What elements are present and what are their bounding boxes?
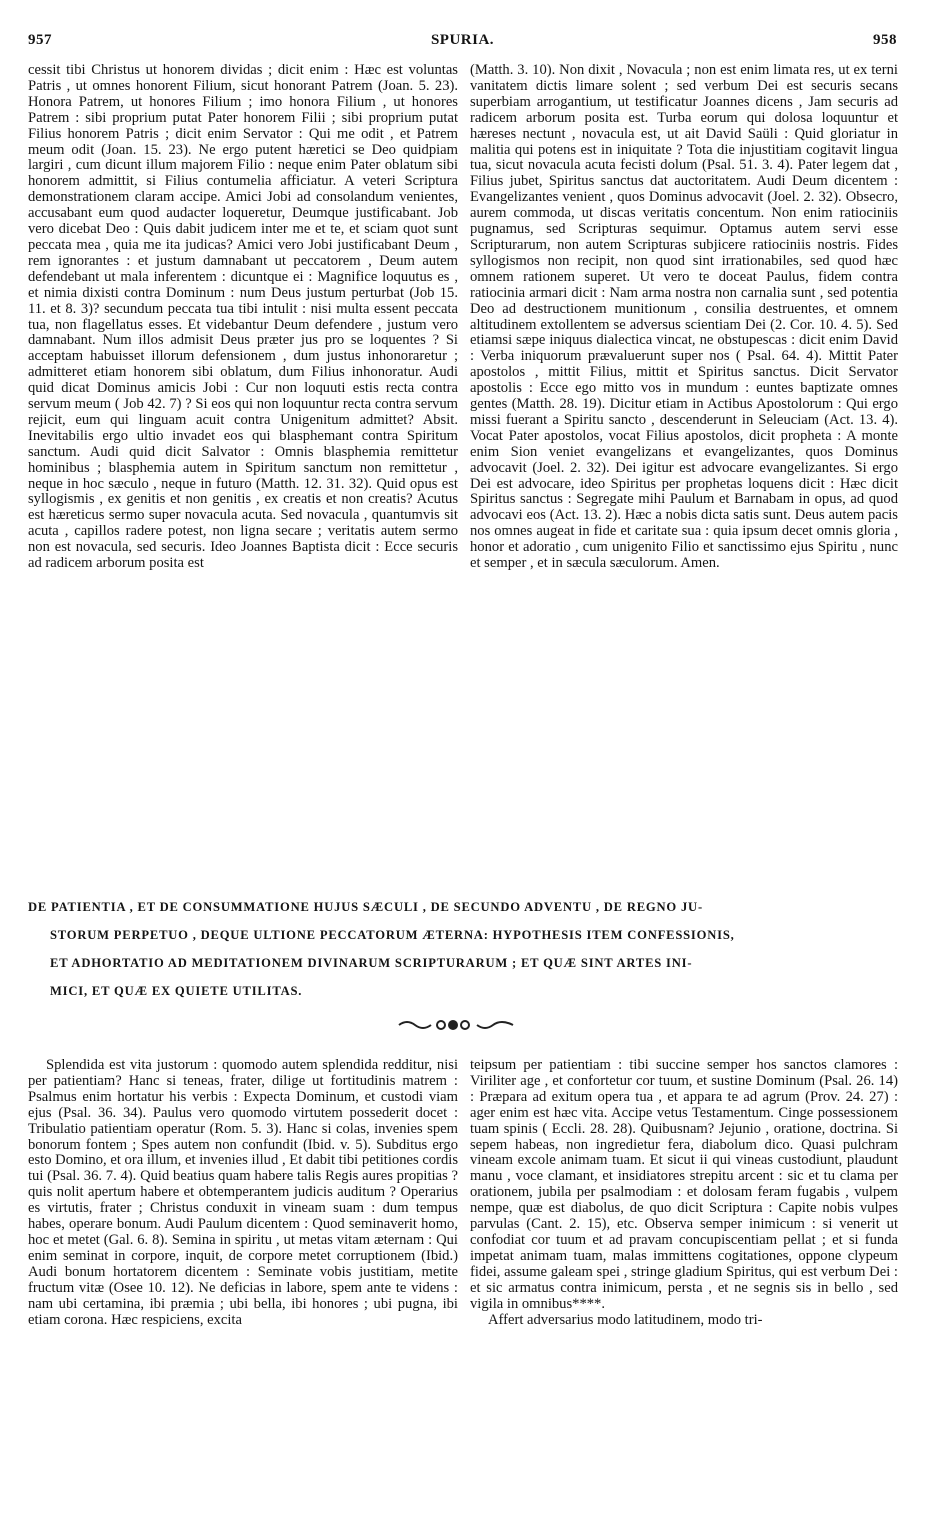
bottom-left-paragraph: Splendida est vita justorum : quomodo autem splendida redditur, nisi per patientiam? Hanc si teneas, frater, dilige ut fortitudinis matrem : Psalmus enim hortatur his verbis : Expecta Dominum, et custodi viam ejus (Psal. 36. 34). Paulus vero quomodo virtutem possederit docet : Tribulatio patientiam operatur (Rom. 5. 3). Hanc si colas, invenies spem bonorum fontem ; Spes autem non confundit (Ibid. v. 5). Subditus ergo esto Domino, et ora illum, et invenies illud , Et dabit tibi petitiones cordis tui (Psal. 36. 7. 4). Quid beatius quam habere talis Regis aures propitias ? quis nolit apertum habere et obtemperantem judicis auditum ? Operarius es virtutis, frater ; Christus conduxit in vineam suam : dum tempus habes, operare bonum. Audi Paulum dicentem : Quod seminaverit homo, hoc et metet (Gal. 6. 8). Semina in spiritu , ut metas vitam æternam : Qui enim seminat in corpore, inquit, de corpore metet corruptionem (Ibid.) Audi bonum hortatorem dicentem : Seminate vobis justitiam, metite fructum vitæ (Osee 10. 12). Ne deficias in labore, spem ante te videns : nam ubi certamina, ibi præmia ; ubi bella, ibi honores ; ubi pugna, ibi etiam corona. Hæc respiciens, excita	[28, 1058, 458, 1328]
bottom-right-paragraph-2: Affert adversarius modo latitudinem, modo tri-	[488, 1311, 763, 1328]
top-left-column	[28, 63, 458, 873]
top-right-column	[470, 63, 898, 873]
running-title: SPURIA.	[430, 32, 495, 48]
bottom-right-paragraph: teipsum per patientiam : tibi succine semper hos sanctos clamores : Viriliter age , et confortetur cor tuum, et sustine Dominum (Psal. 26. 14) : Præpara ad exitum opera tua , et appara te ad agrum (Prov. 24. 27) : ager enim est hæc vita. Accipe vetus Testamentum. Cinge possessionem tuam spinis ( Eccli. 28. 28). Quibusnam? Jejunio , oratione, doctrina. Si sepem habeas, non ingredietur fera, diabolum dico. Quasi pulchram vineam excole animam tuam. Et sicut ii qui vineas custodiunt, plaudunt manu , voce clamant, et insidiatores strepitu arcent : sic et tu clama per orationem, jubila per psalmodiam : et dolosam feram fugabis , vulpem nempe, quæ est diabolus, de quo dicit Scriptura : Capite nobis vulpes parvulas (Cant. 2. 15), etc. Observa semper inimicum : si venerit ut confodiat cor tuum et ad pravam concupiscentiam pellat ; et si funda impetat animam tuam, malas immittens cogitationes, oppone clypeum fidei, assume galeam spei , stringe gladium Spiritus, qui est verbum Dei : et sic armatus contra inimicum, persta , et ne segnis sis in bello , sed vigila in omnibus****.	[470, 1058, 898, 1312]
bottom-left-column	[28, 1058, 458, 1528]
section-title-line-3: ET ADHORTATIO AD MEDITATIONEM DIVINARUM SCRIPTURARUM ; ET QUÆ SINT ARTES INI-	[50, 956, 693, 970]
section-title-line-1: DE PATIENTIA , ET DE CONSUMMATIONE HUJUS SÆCULI , DE SECUNDO ADVENTU , DE REGNO JU-	[28, 900, 703, 914]
top-left-paragraph: cessit tibi Christus ut honorem dividas ; dicit enim : Hæc est voluntas Patris , ut omnes honorent Filium, sicut honorant Patrem (Joan. 5. 23). Honora Patrem, ut honores Filium ; imo honora Filium , ut honores Patrem : sibi proprium putat Pater honorem Filii ; sibi proprium putat Filius honorem Patris ; dicit enim Servator : Qui me odit , et Patrem meum odit (Joan. 15. 23). Ne ergo putent hæretici se Deo quidpiam largiri , cum dicunt illum majorem Filio : neque enim Pater oblatum sibi honorem admittit, si Filius contumelia afficiatur. A veteri Scriptura demonstrationem claram accipe. Amici Jobi ad consolandum venientes, accusabant eum quod audacter loqueretur, Deumque justificabant. Job vero dicebat Deo : Quis dabit judicem inter me et te, et sciam quot sunt peccata mea , quia me ita judicas? Amici vero Jobi justificabant Deum , rem ignorantes : et justum damnabant ut peccatorem , Deum autem defendebant ut mala inferentem : dicuntque ei : Magnifice loquutus es , et nimia dixisti contra Dominum : num Deus justum perturbat (Job 15. 11. et 8. 3)? secundum peccata tua tibi intulit : nisi multa essent peccata tua, non flagellatus esses. Et videbantur Deum defendere , justum vero damnabant. Num illos admisit Deus præter jus pro se loquentes ? Si acceptam habuisset illorum defensionem , dum justus inhonoraretur ; admitteret etiam honorem sibi oblatum, dum Filius inhonoratur. Audi quid dicat Dominus amicis Jobi : Cur non loquuti estis recta contra servum meum ( Job 42. 7) ? Si eos qui non loquuntur recta contra servum rejicit, eum qui linguam acuit contra Unigenitum admittet? Absit. Inevitabilis ergo ultio invadet eos qui blasphemant contra Spiritum sanctum. Audi quid dicit Salvator : Omnis blasphemia remittetur hominibus ; blasphemia autem in Spiritum sanctum non remittetur , neque in hoc sæculo , neque in futuro (Matth. 12. 31. 32). Quid opus est syllogismis , ex genitis et non genitis , ex creatis et non creatis? Acutus est hæreticus sermo super novacula acuta. Sed novacula , quantumvis sit acuta , capillos radere potest, non ligna secare ; veritatis autem sermo non est novacula, sed securis. Ideo Joannes Baptista dicit : Ecce securis ad radicem arborum posita est	[28, 63, 458, 572]
page-number-right: 958	[873, 32, 897, 48]
page-number-left: 957	[28, 32, 52, 48]
running-head	[28, 32, 897, 54]
bottom-right-column	[470, 1058, 898, 1528]
top-right-paragraph: (Matth. 3. 10). Non dixit , Novacula ; non est enim limata res, ut ex terni vanitatem dictis limare solent ; sed verbum Dei est securis secans superbiam arrogantium, ut testificatur Joannes dicens , Jam securis ad radicem arborum posita est. Turba eorum qui dolosa loquuntur et hæreses nectunt , novacula est, ut ait David Saüli : Quid gloriatur in malitia qui potens est in iniquitate ? Tota die injustitiam cogitavit lingua tua, sicut novacula acuta fecisti dolum (Psal. 51. 3. 4). Pater legem dat , Filius jubet, Spiritus sanctus dat auctoritatem. Audi Deum dicentem : Evangelizantes venient , quos Dominus advocavit (Joel. 2. 32). Obsecro, aurem commoda, ut discas veritatis concentum. Non enim ratiociniis pugnamus, sed Scripturas sequimur. Optamus autem servi esse Scripturarum, non autem Scripturas subjicere ratiociniis nostris. Fides syllogismos non recipit, non quod sint irrationabiles, sed quod hæc omnem rationem superet. Ut vero te doceat Paulus, fidem contra ratiocinia armari dicit : Nam arma nostra non carnalia sunt , sed potentia Deo ad destructionem munitionum , consilia destruentes, et omnem altitudinem extollentem se adversus scientiam Dei (2. Cor. 10. 4. 5). Sed etiamsi sæpe iniquus dialectica vincat, ne obstupescas : dicit enim David : Verba iniquorum prævaluerunt super nos ( Psal. 64. 4). Mittit Pater apostolos , mittit Filius, mittit et Spiritus sanctus. Dicit Servator apostolis : Ecce ego mitto vos in mundum : euntes baptizate omnes gentes (Matth. 28. 19). Dicitur etiam in Actibus Apostolorum : Qui ergo missi fuerant a Spiritu sancto , descenderunt in Seleuciam (Act. 13. 4). Vocat Pater apostolos, vocat Filius apostolos, dicit propheta : A monte enim Sion veniet evangelizans et evangelizantes, quos Dominus advocavit (Joel. 2. 32). Dei igitur est advocare evangelizantes. Si ergo Dei est advocare, ideo Spiritus per prophetas loquens dicit : Hæc dicit Spiritus sanctus : Segregate mihi Paulum et Barnabam in opus, ad quod advocavi eos (Act. 13. 2). Hæc a nobis dicta satis sunt. Deus autem pacis nos omnes augeat in fide et caritate sua : quia ipsum decet omnis gloria , honor et adoratio , cum unigenito Filio et sanctissimo ejus Spiritu , nunc et semper , et in sæcula sæculorum. Amen.	[470, 63, 898, 572]
section-title-line-4: MICI, ET QUÆ EX QUIETE UTILITAS.	[50, 984, 303, 998]
section-title	[28, 893, 898, 1005]
section-title-line-2: STORUM PERPETUO , DEQUE ULTIONE PECCATORUM ÆTERNA: HYPOTHESIS ITEM CONFESSIONIS,	[50, 928, 735, 942]
ornament-divider	[397, 1017, 515, 1033]
